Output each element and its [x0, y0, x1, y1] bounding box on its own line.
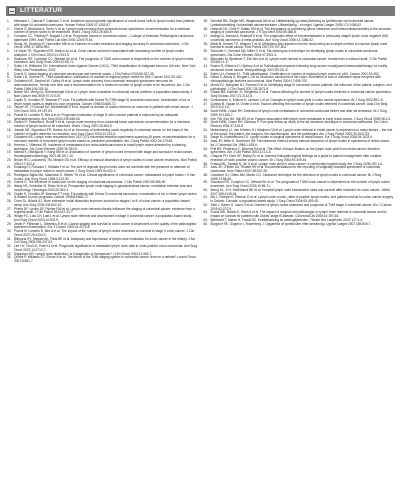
reference-number: 31. — [7, 236, 12, 241]
reference-text: Wong SL, Ji H, Hollenbeck BK et al. Hospital lymph node examination rates and survival after resection for colon cancer. JAMA 2007;298:2149-54. — [210, 187, 390, 196]
reference-text: Morris EJ, Maughan NJ, Forman D et al. Identifying stage III colorectal cancer patients: the influence of the patient, surgeon, and pathologist. J Clin Oncol 2007;25:2573-9. — [210, 82, 392, 91]
reference-text: Jass JR, O'Brien MJ, Riddell RH et al. Recommendations for the reporting of surgically resected specimens of colorectal carcinoma. Hum Pathol 2007;38:537-45. — [210, 165, 380, 173]
reference-text: Prandi M, Lionetto R, Bini A et al. Prognostic evaluation of stage B colon cancer patients is improved by an adequate lymphadenectomy. Ann Surg 2002;235:458-63. — [14, 112, 179, 121]
reference-text: Cianchi F, Palomba A, Boddi V et al. Lymph node recovery from colorectal tumor specimens: recommendation for a minimum number of lymph nodes to be examined. World J Surg 2002;26:384-9. — [14, 120, 190, 128]
reference-text: Sobin LH, Wittekind CH. International Union Against Cancer (UICC). TNM classification of malignant tumours, 6th edn. New York: Wiley-Liss Publications, 2002. — [14, 64, 197, 72]
reference-number: 42. — [203, 71, 208, 76]
reference-number: 58. — [203, 172, 208, 177]
reference-text: Joseph NE, Sigurdson ER, Hanlon AL et al. Accuracy of determining nodal negativity in colorectal cancer on the basis of the number of nodes retrieved on resection. Ann Surg Oncol 2003;10:213-8. — [14, 127, 189, 136]
reference-text: Gunnarsson U, Edlund H, Larsson L et al. Changes in lymph node yield in colon cancer specimens. Br J Surg 2002;89:1-5. — [210, 97, 384, 102]
reference-text: Cserni G, Bilotonka A, Sreco V et al. Lymph node recovery from colorectal tumor specimens: recommendation for a minimum number of lymph nodes to be examined. World J Surg 2002;26:384-9. — [14, 26, 191, 35]
reference-number: 8. — [7, 71, 10, 76]
right-column — [204, 20, 395, 478]
reference-text: Mekenkamp LJ, van Krieken JH, Marijnen CA et al. Lymph node retrieval in rectal cancer is dependent on many factors – the role of the tumor, the patient, the surgeon, the radiotherapist, and the pathologist. Am J Surg Pathol 2009;33:1547-53. — [210, 127, 393, 136]
reference-text: Meseanu L, Ciancia F, Carlesini C et al. Incidence and prognostic significance of occult tumor cells in lymph nodes from patients with stage IIA colorectal carcinoma. Human Pathol 2006;37:1253-67. — [14, 19, 195, 27]
reference-number: 50. — [203, 120, 208, 125]
reference-text: Sobin LH, Greene FL. TNM classification: clarification of number of regional lymph nodes for pN0. Cancer 2001;92:452. — [14, 75, 183, 80]
reference-text: Sarge M, Kwekkeboom DJ. Lymph nodes in surgical specimens of rectal cancer. Eur J Surg Oncol 2008;34:1103-9. — [210, 135, 373, 140]
reference-text: Swanson RS, Compton CC, Stewart AK et al. The prognosis of T3N0 colon cancer is dependent on the number of lymph nodes examined. Ann Surg Oncol 2003;10:65-71. — [210, 180, 390, 188]
reference-text: Bernstein M, Bjerkeset T, Eik-Nes A et al. Lymph node harvest in colorectal cancer: results from a national audit. J Clin Pathol 2008;61:1-5. — [210, 56, 387, 65]
reference-text: Prandi M, Lionetto R, Bini A et al. The impact of the number of lymph nodes examined on survival in stage II colon cancer. J Clin Oncol 2007;25:1254-9. — [14, 229, 195, 237]
reference-number: 18. — [7, 142, 12, 147]
reference-text: Lee HY, Choi HJ, Park KJ et al. Prognostic significance of metastatic lymph node ratio in node-positive colon carcinoma. Ann Surg Oncol 2007;14:1712-7. — [14, 244, 198, 252]
reference-number: 59. — [203, 180, 208, 185]
reference-text: Chapuis PH, Dent OF, Bokey EL et al. Adverse histopathological findings as a guide to patient management after curative resection of node-positive colonic cancer. Br J Surg 2004;91:349-54. — [210, 154, 382, 162]
reference-number: 11. — [7, 90, 12, 95]
left-column — [7, 20, 198, 478]
reference-number: 9. — [7, 75, 10, 80]
reference-text: Cawthorn SJ, Gibbs NM, Marks CG. Clearance technique for the detection of lymph nodes in colorectal cancer. Br J Surg 1986;73:58-60. — [210, 172, 382, 181]
reference-text: Chen SL, Bilchik AJ. More extensive nodal dissection improves survival for stages I to III of colon cancer: a population-based study. Ann Surg 2006;244:602-10. — [14, 199, 190, 207]
reference-number: 46. — [203, 97, 208, 102]
reference-text: Pritt BS, Pedersen C, Blomme EA et al. The effect of tissue fixation on the lymph node yield from rectal cancer resection specimens. Am J Clin Pathol 2004;121:1-6. — [210, 146, 380, 155]
reference-number: 55. — [203, 154, 208, 158]
reference-text: Tepper JE, O'Connell MJ, Niedzwiecki D et al. Impact of number of nodes retrieved on outcome in patients with rectal cancer. J Clin Oncol 2001;19:157-63. — [14, 105, 193, 113]
reference-number: 64. — [203, 217, 208, 222]
reference-number: 12. — [7, 97, 12, 102]
reference-number: 5. — [7, 49, 10, 53]
reference-text: Sigurdson ER. Lymph node dissection: is it diagnostic or therapeutic? J Clin Oncol 2003;21:965-7. — [14, 251, 153, 256]
reference-text: Goldstein NS, Sanford W, Coffey M et al. Lymph node recovery from colorectal resection specimens removed for adenocarcinoma. Trends over time and a recommendation for a minimum number of lymph nodes to be recovered. Am J Clin Pathol 1996;106:209-16. — [14, 79, 191, 91]
reference-text: Iddings D, Ahmad A, Elashoff D et al. The prognostic effect of micrometastases in previously staged lymph node negative (N0) colorectal carcinoma: a meta-analysis. Ann Surg Oncol 2006;13:1386-92. — [210, 34, 389, 42]
reference-number: 41. — [203, 64, 208, 68]
reference-text: Caplin S, Cerottini JP, Bosman FT et al. For patients with Dukes' B (TNM stage II) colorectal carcinoma, examination of six or fewer lymph nodes is related to poor prognosis. Cancer 1998;83:666-72. — [14, 97, 191, 106]
reference-number: 48. — [203, 109, 208, 113]
reference-text: Ostadi MA, Harnish JL, Stegienko S et al. Factors affecting the number of lymph nodes retrieved in colorectal cancer specimens. Surg Endosc 2007;21:2142-6. — [210, 90, 392, 98]
reference-text: Maeda K, Nishiguchi Y, Kang SM et al. Association of number of lymph nodes removed with stage and survival in rectal cancer. Hepatogastroenterology 2001;48:1017-20. — [14, 150, 193, 158]
reference-text: Compton CC, Fielding P, Burgart LJ et al. Prognostic factors in colorectal cancer – College of American Pathologists consensus statement 1999. Arch Pathol Lab Med 2000;124:979-94. — [14, 34, 194, 42]
reference-number: 23. — [7, 180, 12, 185]
reference-text: Prasad ML, Tanaka N, Jin S et al. Lymph node yield in colon cancer: a community hospital study. Am J Surg 2005;190:1-6. — [210, 161, 383, 166]
reference-number: 14. — [7, 112, 12, 117]
reference-number: 21. — [7, 165, 12, 170]
reference-text: Bilimoria KY, Stewart AK, Palis BE et al. Adequacy and importance of lymph node evaluation for colon cancer in the elderly. J Am Coll Surg 2008;206:247-54. — [14, 236, 196, 245]
reference-number: 20. — [7, 157, 12, 162]
reference-text: Jestin P, Påhlman L, Glimelius B et al. Cancer staging and survival in colon cancer is dependent on the quality of the pathologists' specimen examination. Eur J Cancer 2005;41:2071-8. — [14, 221, 197, 230]
reference-number: 25. — [7, 191, 12, 196]
reference-text: Pheby DF, Levine DF, Pitcher RW et al. Lymph node harvests directly influence the staging of colorectal cancer: evidence from a regional audit. J Clin Pathol 2004;57:43-7. — [14, 206, 195, 215]
reference-number: 52. — [203, 135, 208, 140]
reference-number: 39. — [203, 49, 208, 53]
reference-number: 26. — [7, 199, 12, 203]
reference-text: Sarli L, Bader G, Iusco D et al. Number of lymph nodes examined and prognosis of TNM stage II colorectal cancer. Eur J Cancer 2005;41:272-9. — [210, 202, 392, 211]
reference-number: 3. — [7, 34, 10, 38]
reference-text: Burgdorf SK, Gögenur I, Rosenberg J. Opgørelse af lymfeknuter efter tarmkirurgi. Ugeskr Laeger 2007;169:809-7. — [210, 221, 372, 226]
reference-number: 54. — [203, 146, 208, 151]
reference-number: 34. — [7, 255, 12, 260]
reference-item — [204, 223, 395, 227]
reference-item — [7, 256, 198, 264]
reference-text: Wong JH, Severino R, Honnebier MB et al. Number of nodes examined and staging accuracy in colorectal carcinoma. J Clin Oncol 1999;17:2896-900. — [14, 41, 189, 50]
reference-text: Quirke P, Williams GT, Ectors N et al. The future of the TNM staging system in colorectal cancer: time for a debate? Lancet Oncol 2007;8:651-7. — [14, 255, 196, 263]
reference-text: Märkl B, Kerwel TG, Wagner T et al. Methylene blue injection into the rectal artery as a simple method to improve lymph node harvest in rectal cancer. Mod Pathol 2007;20:797-801. — [210, 41, 388, 50]
reference-number: 19. — [7, 150, 12, 155]
reference-text: Cserni G. Nodal staging of colorectal carcinomas and sentinel nodes. J Clin Pathol 2003;56:327-35. — [14, 71, 155, 76]
reference-text: Scott KWM, Grace RH, Gibbons P. Five-year follow-up study of the fat clearance technique in colorectal carcinoma. Dis Colon Rectum 1994;37:126-8. — [210, 120, 388, 128]
reference-number: 60. — [203, 187, 208, 192]
reference-number: 30. — [7, 229, 12, 233]
reference-number: 49. — [203, 116, 208, 121]
reference-text: Rosen R, Gibbons D, Hjortrup A et al. Pathological response following long-course neoadjuvant chemoradiotherapy for locally advanced rectal cancer. Histopathology 2007;50:101-6. — [210, 64, 388, 72]
reference-number: 15. — [7, 120, 12, 125]
reference-list-left — [7, 20, 198, 264]
reference-text: Swanson RS, Compton CC, Stewart AK et al. The prognosis of T3N0 colon cancer is dependent on the number of lymph nodes examined. Ann Surg Oncol 2003;10:65-71. — [14, 56, 194, 65]
section-title: LITTERATUR — [20, 7, 63, 14]
square-minus-icon — [8, 7, 16, 15]
reference-text: Baxter NN, Virnig DJ, Rothenberger DA et al. Lymph node evaluation in colorectal cancer patients: a population-based study. J Natl Cancer Inst 2005;97:219-25. — [14, 90, 193, 98]
reference-number: 33. — [7, 251, 12, 256]
reference-text: Rodriguez-Bigas MA, Maamoun S, Weber TK et al. Clinical significance of colorectal cancer: metastases in lymph nodes < 5 mm in size. Ann Surg Oncol 1996;3:124-30. — [14, 172, 196, 181]
reference-text: Gumus M, Kapan M, Onder A et al. Factors affecting the number of lymph nodes retrieved in colorectal cancer. Acta Chir Belg 2010;110:1-6. — [210, 101, 388, 110]
reference-number: 40. — [203, 56, 208, 61]
reference-number: 38. — [203, 41, 208, 46]
reference-number: 62. — [203, 202, 208, 207]
reference-number: 28. — [7, 214, 12, 218]
reference-number: 47. — [203, 101, 208, 106]
reference-number: 44. — [203, 82, 208, 87]
reference-text: Caplin S, Cerottini JP, Bosman FT et al. For patients with Dukes' B colorectal carcinoma, examination of six or fewer lymph nodes is related to poor prognosis. Cancer 1998;83:666-72. — [14, 191, 197, 200]
reference-text: Jass JR, Miller K, Northover JM. Fat clearance method versus manual dissection of lymph nodes in specimens of rectal cancer. Int J Colorectal Dis 1986;1:155-6. — [210, 139, 390, 147]
reference-number: 22. — [7, 172, 12, 177]
reference-text: Kakar S, Aksoy S, Burgart LJ et al. Mucinous carcinoma of the colon: correlation of loss of mismatch repair enzymes with clinicopathologic features and survival. Mod Pathol 2004;17:696-700. — [210, 75, 381, 83]
reference-text: Schröder C, Schmidt AM, Miller G et al. Fat clearing as a technique for identifying lymph nodes in colorectal carcinoma specimens. Dis Colon Rectum 2004;47:2001-4. — [210, 49, 378, 57]
reference-text: Bjerkeset T, Mørch H, Fosså SD. Kvalitetssikring av patologitjenesten. Tidsskr Nor Lægeforen 2007;127:1-4. — [210, 217, 363, 222]
reference-text: Scott KWM, Grace RH. Detection of lymph node metastases in colorectal carcinoma before and after fat clearance. Br J Surg 1989;76:1165-7. — [210, 109, 387, 117]
reference-number: 45. — [203, 90, 208, 95]
reference-number: 13. — [7, 105, 12, 110]
reference-text: Kim YW, Kim NK, Min BS et al. Factors associated with lymph node metastasis in early rectal cancer. J Surg Oncol 2008;98:1-5. — [210, 116, 391, 121]
reference-number: 7. — [7, 64, 10, 68]
reference-number: 36. — [203, 26, 208, 31]
reference-number: 53. — [203, 139, 208, 143]
reference-text: Le Voyer TE, Sigurdson ER, Hanlon AL et al. Colon cancer survival is associated with increasing number of lymph nodes analyzed. J Clin Oncol 2003;21:2912-9. — [14, 49, 184, 57]
reference-list-right — [204, 20, 395, 226]
reference-number: 65. — [203, 221, 208, 226]
reference-number: 51. — [203, 127, 208, 132]
reference-number: 35. — [203, 19, 208, 23]
section-header — [6, 6, 395, 16]
reference-text: Brown HG, Luckasevic TM, Medich DS et al. Efficacy of manual dissection of lymph nodes in colon cancer resections. Mod Pathol 2004;17:402-6. — [14, 157, 197, 166]
reference-text: Herrera L, Villarreal JR. Incidence of metastases from rectal adenocarcinoma in small lymph nodes detected by a clearing technique. Dis Colon Rectum 1992;35:783-8. — [14, 142, 186, 151]
reference-number: 61. — [203, 195, 208, 200]
reference-number: 24. — [7, 184, 12, 188]
reference-number: 17. — [7, 135, 12, 140]
reference-text: Evans MD, Barton K, Rees A et al. The impact of surgeon and pathologist on lymph node retrieval in colorectal cancer and its impact on survival for patients with Dukes' stage B disease. Colorectal Dis 2008;10:157-64. — [210, 210, 387, 218]
reference-text: Wright FC, Law CH, Last L et al. Lymph node retrieval and assessment in stage II colorectal cancer: a population-based study. Ann Surg Oncol 2003;10:903-9. — [14, 214, 192, 222]
reference-number: 63. — [203, 210, 208, 215]
reference-number: 57. — [203, 165, 208, 170]
reference-text: Goldstein NS. Lymph node recoveries from 2427 pT3 colorectal resection specimens spanning 45 years: recommendations for a minimum number of recovered lymph nodes based on predictive probabilities. Am J Surg Pathol 2002;26:179-89. — [14, 135, 195, 143]
reference-text: Sobin LH, Greene FL. TNM classification. Clarification of number of regional lymph nodes for pN0. Cancer 2001;92:452. — [210, 71, 380, 76]
reference-number: 10. — [7, 79, 12, 83]
reference-number: 32. — [7, 244, 12, 248]
reference-number: 2. — [7, 26, 10, 31]
reference-number: 29. — [7, 221, 12, 226]
reference-text: Cserni G. The influence of nodal size on the staging of colorectal carcinomas. J Clin Pathol 2002;55:386-90. — [14, 180, 167, 185]
reference-text: Bui L, Rempel E, Reeson D et al. Lymph node counts, rates of positive lymph nodes, and patient survival for colon cancer surgery in Ontario, Canada: a population-based study. J Surg Oncol 2006;93:439-45. — [210, 195, 394, 203]
reference-text: Schmidt RB, Sieger MG, Wagemans AM et al. Utilstrekkelig og ustat påvisning av lymfeknuter ved kolorektal cancer. Lymfeknutetelling i kolorektale cancerresekater. Utilstrekkelig – en regel. Ugeskr Laeger 2005;171:2458-62. — [210, 19, 375, 27]
reference-text: Wang HS, Schindler M, Ricks W et al. Prospective lymph node staging in gastrointestinal cancer: correlation between size and morphology. Oncologia 2002;25:342-4. — [14, 184, 192, 192]
reference-number: 16. — [7, 127, 12, 132]
reference-columns — [7, 20, 394, 478]
reference-number: 56. — [203, 161, 208, 166]
reference-number: 6. — [7, 56, 10, 61]
reference-number: 27. — [7, 206, 12, 211]
reference-text: Kotanagi H, Fukuoka T, Shibata Y et al. The size of regional lymph nodes does not correlate with the presence or absence of metastasis in lymph nodes in rectal cancer. J Surg Oncol 1993;54:252-4. — [14, 165, 190, 173]
reference-number: 4. — [7, 41, 10, 46]
reference-number: 37. — [203, 34, 208, 38]
reference-text: Haboubi NY, Clark P, Kaftan SM et al. The importance of combining xylene clearance and immunohistochemistry in the accurate staging of colorectal carcinoma. J R Soc Med 1992;85:386-8. — [210, 26, 391, 35]
reference-number: 1. — [7, 19, 10, 23]
reference-number: 43. — [203, 75, 208, 80]
